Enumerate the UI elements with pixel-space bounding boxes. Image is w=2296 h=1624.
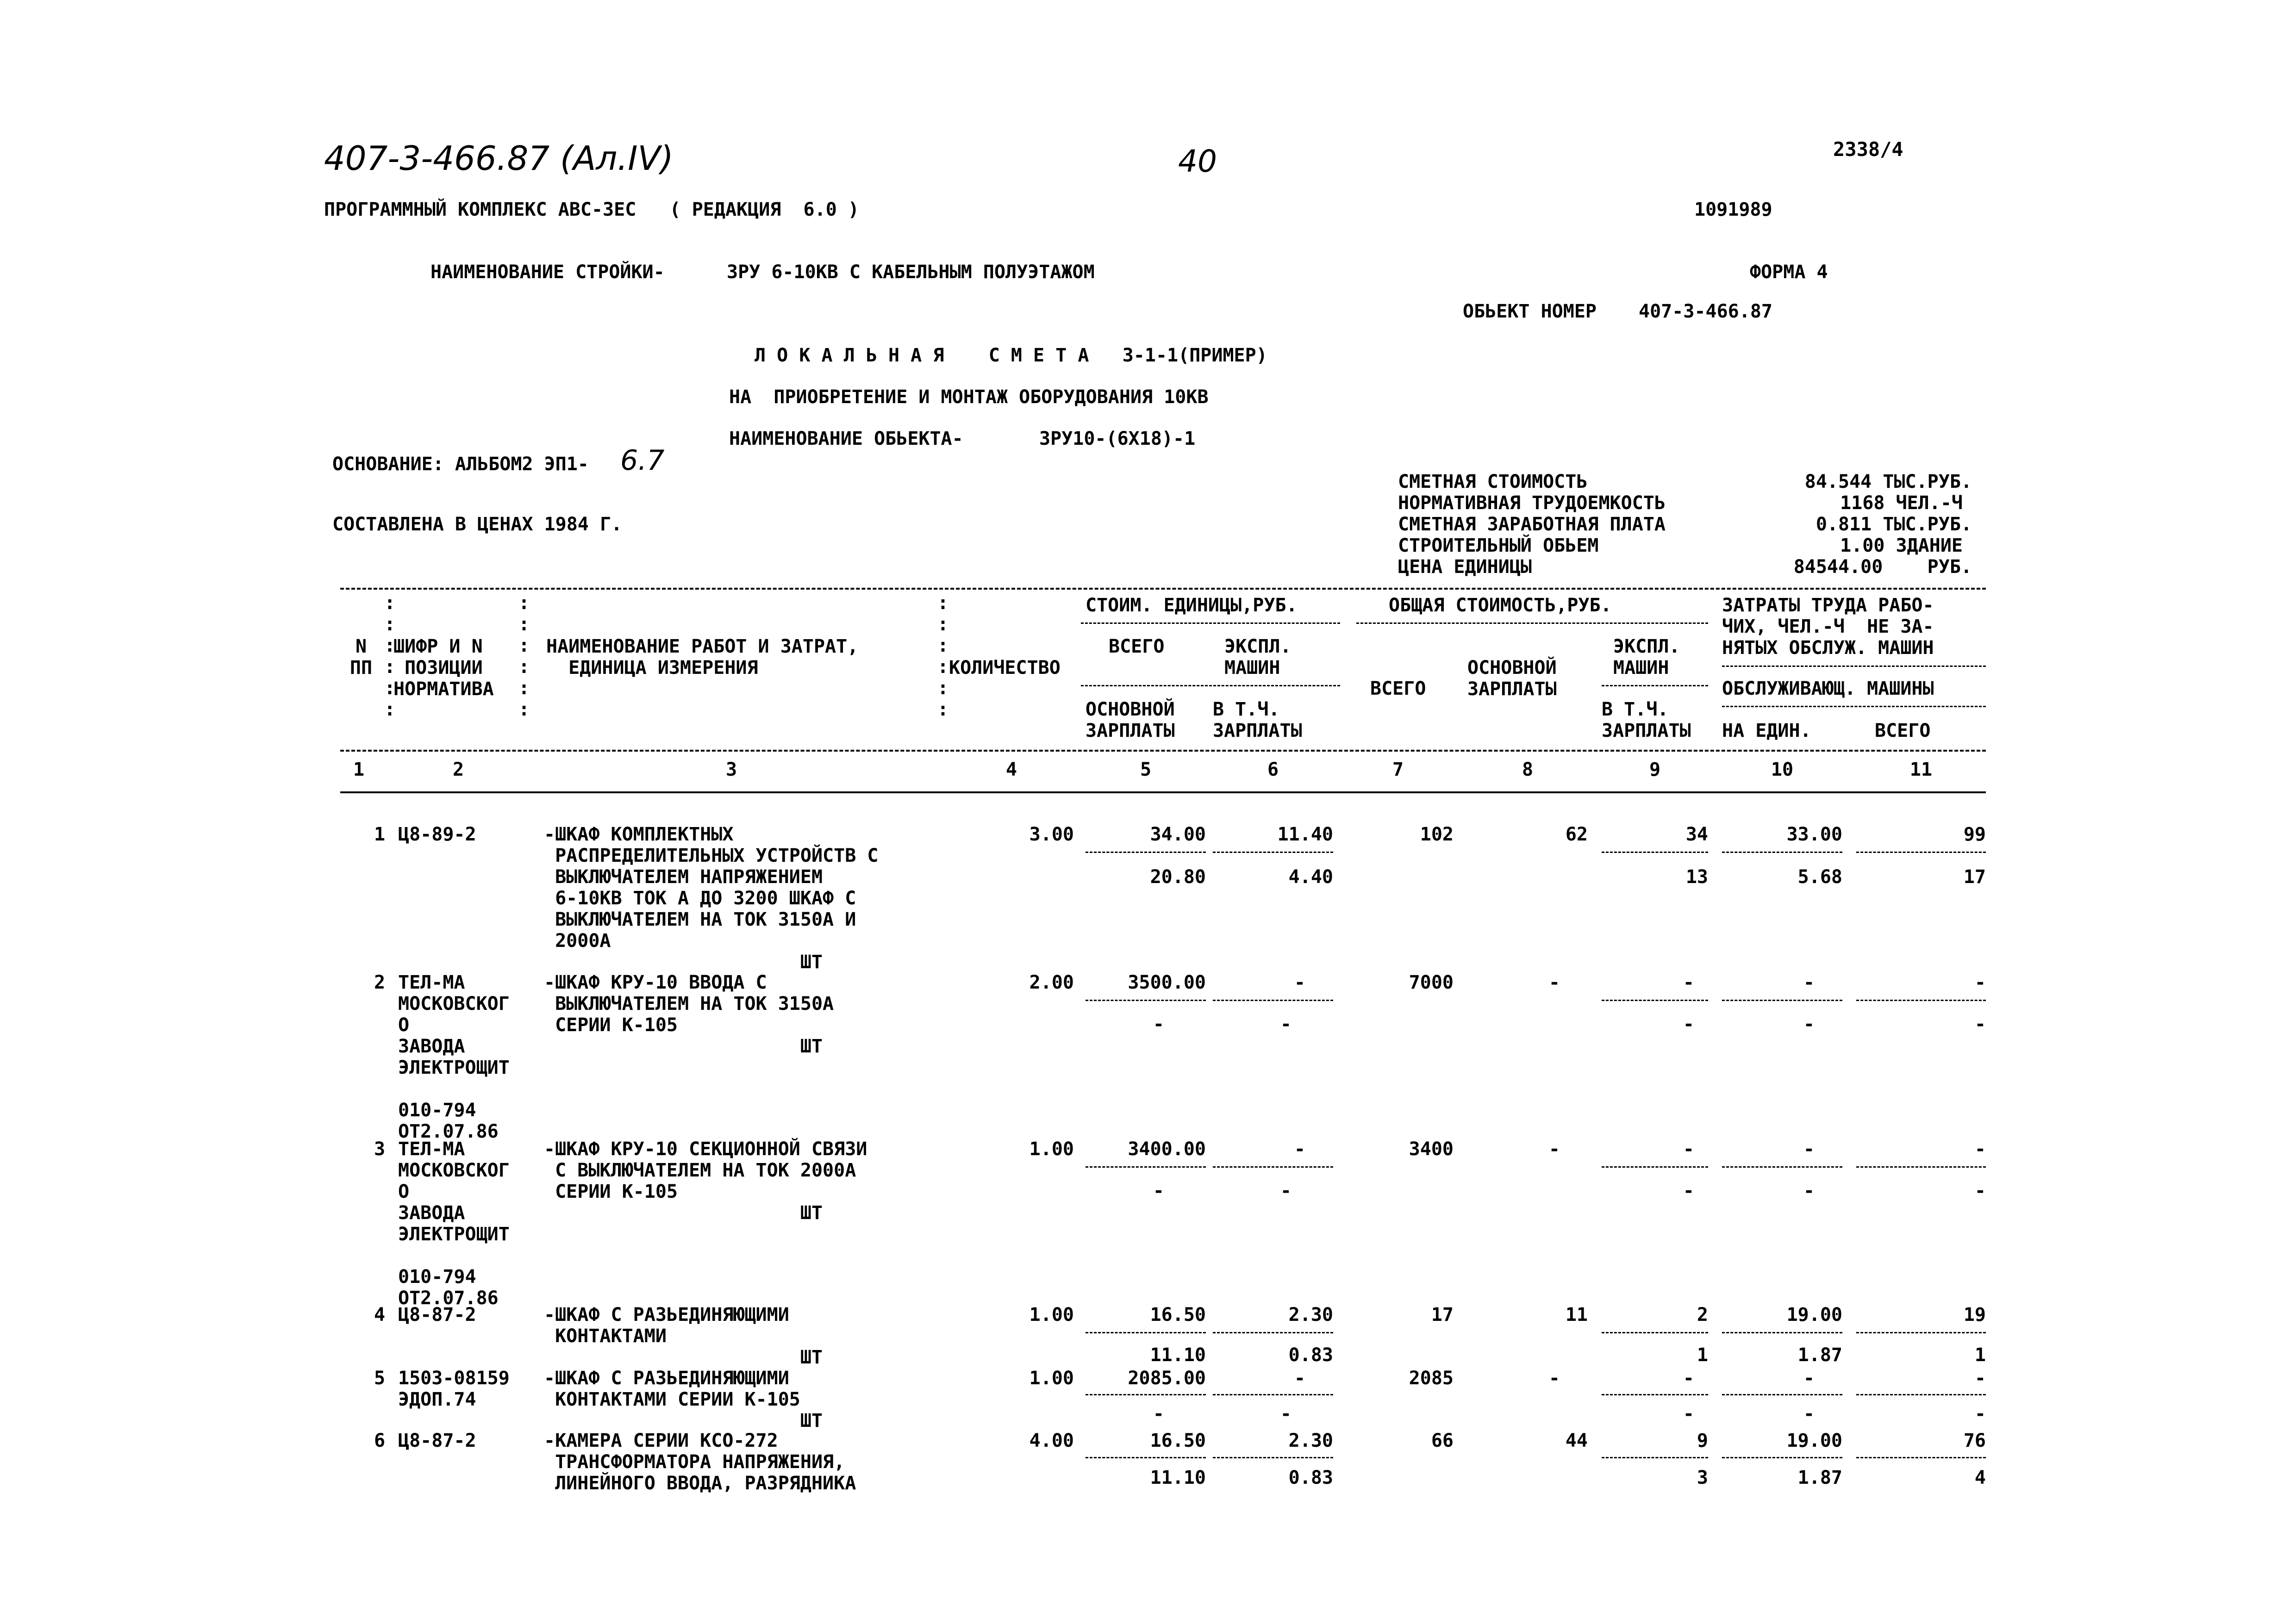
header-code: ШИФР И N ПОЗИЦИИ НОРМАТИВА (393, 636, 494, 700)
row-labor-all: 99 (1963, 824, 1986, 845)
rule (1086, 1457, 1206, 1458)
row-labor-all-2: 17 (1963, 866, 1986, 888)
header-unit-incl: В Т.Ч. ЗАРПЛАТЫ (1213, 699, 1302, 741)
row-total-wage: - (1548, 1368, 1560, 1389)
row-name: -КАМЕРА СЕРИИ КСО-272 ТРАНСФОРМАТОРА НАПРЯЖЕНИЯ, ЛИНЕЙНОГО ВВОДА, РАЗРЯДНИКА (544, 1430, 856, 1494)
sheet-number: 2338/4 (1833, 138, 1903, 161)
basis-handwritten: 6.7 (620, 444, 665, 477)
col-divider: : : : : : : (518, 592, 530, 720)
header-unit-wage: ОСНОВНОЙ ЗАРПЛАТЫ (1086, 699, 1175, 741)
rule (1722, 1457, 1842, 1458)
header-labor-unit: НА ЕДИН. (1722, 720, 1811, 741)
basis-label: ОСНОВАНИЕ: АЛЬБОМ2 ЭП1- (332, 454, 589, 475)
rule (1722, 852, 1842, 853)
row-total: 66 (1431, 1430, 1454, 1451)
summary-label: НОРМАТИВНАЯ ТРУДОЕМКОСТЬ (1398, 492, 1666, 514)
row-unit-incl: 4.40 (1288, 866, 1333, 888)
summary-label: СМЕТНАЯ СТОИМОСТЬ (1398, 471, 1588, 492)
row-total-exp: 34 (1685, 824, 1708, 845)
rule (1602, 1166, 1708, 1168)
row-labor-unit: - (1803, 1139, 1815, 1160)
header-unit-exp: ЭКСПЛ. МАШИН (1224, 636, 1292, 678)
header-total-cost: ОБЩАЯ СТОИМОСТЬ,РУБ. (1389, 595, 1612, 616)
row-labor-unit-2: - (1803, 1180, 1815, 1201)
header-labor-all: ВСЕГО (1875, 720, 1931, 741)
row-labor-all-2: 4 (1974, 1467, 1986, 1488)
row-total-exp: - (1683, 1139, 1694, 1160)
row-qty: 1.00 (1029, 1139, 1074, 1160)
page-title: Л О К А Л Ь Н А Я С М Е Т А 3-1-1(ПРИМЕР) (755, 345, 1267, 366)
row-unit-total: 34.00 (1150, 824, 1206, 845)
header-name: НАИМЕНОВАНИЕ РАБОТ И ЗАТРАТ, ЕДИНИЦА ИЗМЕРЕНИЯ (546, 636, 859, 678)
col-number: 8 (1522, 759, 1534, 780)
page-number: 40 (1178, 143, 1217, 179)
row-number: 1 (374, 824, 386, 845)
row-total-exp: - (1683, 972, 1694, 993)
row-name: -ШКАФ КРУ-10 СЕКЦИОННОЙ СВЯЗИ С ВЫКЛЮЧАТЕЛЕМ НА ТОК 2000А СЕРИИ К-105 ШТ (544, 1139, 867, 1224)
program-line: ПРОГРАММНЫЙ КОМПЛЕКС АВС-3ЕС ( РЕДАКЦИЯ 6.0 ) (324, 199, 859, 220)
row-total-wage: 62 (1565, 824, 1588, 845)
row-labor-all: - (1974, 1368, 1986, 1389)
row-total-wage: 44 (1565, 1430, 1588, 1451)
row-unit-wage: - (1153, 1403, 1164, 1425)
row-labor-unit-2: 1.87 (1797, 1467, 1842, 1488)
header-labor: ЗАТРАТЫ ТРУДА РАБО- ЧИХ, ЧЕЛ.-Ч НЕ ЗА- НЯТЫХ ОБСЛУЖ. МАШИН (1722, 595, 1934, 659)
rule (1722, 1166, 1842, 1168)
row-labor-unit: 19.00 (1786, 1430, 1842, 1451)
rule (1081, 622, 1340, 624)
row-labor-all-2: - (1974, 1403, 1986, 1425)
rule (1602, 1000, 1708, 1001)
row-code: ТЕЛ-МА МОСКОВСКОГ О ЗАВОДА ЭЛЕКТРОЩИТ 010-794 ОТ2.07.86 (398, 1139, 510, 1309)
header-total-wage: ОСНОВНОЙ ЗАРПЛАТЫ (1467, 657, 1557, 700)
header-labor-serv: ОБСЛУЖИВАЮЩ. МАШИНЫ (1722, 678, 1934, 699)
col-number: 1 (353, 759, 365, 780)
row-unit-incl: - (1280, 1014, 1292, 1035)
rule (1722, 706, 1986, 707)
rule (1856, 1166, 1986, 1168)
header-unit-cost: СТОИМ. ЕДИНИЦЫ,РУБ. (1086, 595, 1298, 616)
prices-note: СОСТАВЛЕНА В ЦЕНАХ 1984 Г. (332, 514, 623, 535)
row-total: 7000 (1409, 972, 1454, 993)
date-code: 1091989 (1694, 199, 1772, 220)
row-total: 2085 (1409, 1368, 1454, 1389)
row-unit-exp: - (1294, 972, 1305, 993)
row-labor-unit: - (1803, 1368, 1815, 1389)
rule (1602, 1394, 1708, 1395)
rule (1856, 1000, 1986, 1001)
col-number: 2 (452, 759, 464, 780)
header-total-exp: ЭКСПЛ. МАШИН (1613, 636, 1680, 678)
row-total-incl: 3 (1697, 1467, 1708, 1488)
row-unit-exp: - (1294, 1139, 1305, 1160)
header-unit-total: ВСЕГО (1109, 636, 1165, 657)
row-code: ТЕЛ-МА МОСКОВСКОГ О ЗАВОДА ЭЛЕКТРОЩИТ 010-794 ОТ2.07.86 (398, 972, 510, 1142)
row-number: 2 (374, 972, 386, 993)
rule (1722, 666, 1986, 667)
row-code: Ц8-87-2 (398, 1304, 476, 1325)
row-number: 5 (374, 1368, 386, 1389)
rule (1081, 685, 1340, 686)
row-total-exp: 9 (1697, 1430, 1708, 1451)
rule (1213, 852, 1333, 853)
summary-value: 1.00 ЗДАНИЕ (1840, 535, 1963, 556)
col-number: 10 (1771, 759, 1794, 780)
row-unit-total: 16.50 (1150, 1430, 1206, 1451)
row-labor-all-2: - (1974, 1180, 1986, 1201)
row-name: -ШКАФ КОМПЛЕКТНЫХ РАСПРЕДЕЛИТЕЛЬНЫХ УСТРОЙСТВ С ВЫКЛЮЧАТЕЛЕМ НАПРЯЖЕНИЕМ 6-10КВ ТОК А ДО 3200 ШКАФ С ВЫКЛЮЧАТЕЛЕМ НА ТОК 3150А И 2000А ШТ (544, 824, 879, 973)
col-number: 9 (1649, 759, 1661, 780)
row-total-incl: - (1683, 1403, 1694, 1425)
row-unit-incl: - (1280, 1403, 1292, 1425)
row-total-incl: 1 (1697, 1344, 1708, 1366)
row-labor-all: - (1974, 972, 1986, 993)
row-labor-unit: 33.00 (1786, 824, 1842, 845)
row-unit-exp: 11.40 (1277, 824, 1333, 845)
row-labor-unit-2: - (1803, 1014, 1815, 1035)
col-number: 3 (725, 759, 737, 780)
col-number: 4 (1005, 759, 1017, 780)
rule (1602, 1457, 1708, 1458)
col-number: 11 (1909, 759, 1933, 780)
row-labor-unit-2: 1.87 (1797, 1344, 1842, 1366)
summary-value: 84544.00 РУБ. (1793, 556, 1972, 578)
object-number-label: ОБЬЕКТ НОМЕР (1463, 301, 1597, 322)
rule (1722, 1000, 1842, 1001)
row-name: -ШКАФ С РАЗЬЕДИНЯЮЩИМИ КОНТАКТАМИ СЕРИИ К-105 ШТ (544, 1368, 823, 1431)
rule (1856, 1332, 1986, 1333)
row-total: 102 (1420, 824, 1454, 845)
row-code: Ц8-87-2 (398, 1430, 476, 1451)
object-name-value: ЗРУ10-(6Х18)-1 (1039, 428, 1196, 449)
row-labor-unit-2: - (1803, 1403, 1815, 1425)
row-unit-wage: - (1153, 1180, 1164, 1201)
rule (340, 750, 1986, 752)
row-total-wage: - (1548, 1139, 1560, 1160)
rule (1086, 1332, 1206, 1333)
rule (1213, 1000, 1333, 1001)
row-unit-wage: 20.80 (1150, 866, 1206, 888)
row-number: 6 (374, 1430, 386, 1451)
row-qty: 1.00 (1029, 1304, 1074, 1325)
rule (1722, 1332, 1842, 1333)
summary-label: СМЕТНАЯ ЗАРАБОТНАЯ ПЛАТА (1398, 514, 1666, 535)
row-total-incl: - (1683, 1180, 1694, 1201)
col-number: 5 (1140, 759, 1152, 780)
row-total-incl: 13 (1685, 866, 1708, 888)
row-unit-incl: - (1280, 1180, 1292, 1201)
summary-label: СТРОИТЕЛЬНЫЙ ОБЬЕМ (1398, 535, 1599, 556)
row-unit-incl: 0.83 (1288, 1467, 1333, 1488)
rule (1856, 1394, 1986, 1395)
row-labor-all-2: - (1974, 1014, 1986, 1035)
rule (340, 791, 1986, 793)
row-name: -ШКАФ С РАЗЬЕДИНЯЮЩИМИ КОНТАКТАМИ ШТ (544, 1304, 823, 1368)
row-labor-all: 76 (1963, 1430, 1986, 1451)
row-code: Ц8-89-2 (398, 824, 476, 845)
summary-value: 1168 ЧЕЛ.-Ч (1840, 492, 1963, 514)
header-qty: КОЛИЧЕСТВО (949, 657, 1061, 678)
row-unit-incl: 0.83 (1288, 1344, 1333, 1366)
row-unit-wage: - (1153, 1014, 1164, 1035)
row-qty: 4.00 (1029, 1430, 1074, 1451)
summary-value: 0.811 ТЫС.РУБ. (1816, 514, 1972, 535)
col-number: 6 (1267, 759, 1279, 780)
row-unit-exp: 2.30 (1288, 1304, 1333, 1325)
form-label: ФОРМА 4 (1750, 261, 1828, 283)
row-total-wage: 11 (1565, 1304, 1588, 1325)
row-labor-unit: 19.00 (1786, 1304, 1842, 1325)
row-total-exp: 2 (1697, 1304, 1708, 1325)
rule (1086, 1394, 1206, 1395)
col-number: 7 (1392, 759, 1404, 780)
header-n: N ПП (349, 636, 373, 678)
rule (1213, 1332, 1333, 1333)
col-divider: : : : : : : (384, 592, 396, 720)
row-qty: 3.00 (1029, 824, 1074, 845)
row-unit-wage: 11.10 (1150, 1467, 1206, 1488)
row-labor-unit: - (1803, 972, 1815, 993)
col-divider: : : : : : : (937, 592, 949, 720)
row-unit-wage: 11.10 (1150, 1344, 1206, 1366)
row-unit-total: 3500.00 (1128, 972, 1206, 993)
rule (1086, 1000, 1206, 1001)
rule (1602, 685, 1708, 686)
row-code: 1503-08159 ЭДОП.74 (398, 1368, 510, 1410)
row-labor-all-2: 1 (1974, 1344, 1986, 1366)
row-unit-exp: 2.30 (1288, 1430, 1333, 1451)
row-unit-exp: - (1294, 1368, 1305, 1389)
construction-label: НАИМЕНОВАНИЕ СТРОЙКИ- (430, 261, 665, 283)
row-labor-unit-2: 5.68 (1797, 866, 1842, 888)
rule (1722, 1394, 1842, 1395)
rule (1086, 852, 1206, 853)
row-number: 4 (374, 1304, 386, 1325)
rule (1602, 852, 1708, 853)
rule (1856, 1457, 1986, 1458)
row-unit-total: 2085.00 (1128, 1368, 1206, 1389)
summary-value: 84.544 ТЫС.РУБ. (1804, 471, 1972, 492)
row-number: 3 (374, 1139, 386, 1160)
row-labor-all: 19 (1963, 1304, 1986, 1325)
row-name: -ШКАФ КРУ-10 ВВОДА С ВЫКЛЮЧАТЕЛЕМ НА ТОК 3150А СЕРИИ К-105 ШТ (544, 972, 834, 1057)
rule (1856, 852, 1986, 853)
row-total: 17 (1431, 1304, 1454, 1325)
object-number-value: 407-3-466.87 (1639, 301, 1772, 322)
row-qty: 1.00 (1029, 1368, 1074, 1389)
row-unit-total: 16.50 (1150, 1304, 1206, 1325)
document-code: 407-3-466.87 (Ал.IV) (324, 139, 674, 178)
row-unit-total: 3400.00 (1128, 1139, 1206, 1160)
rule (1602, 1332, 1708, 1333)
row-total: 3400 (1409, 1139, 1454, 1160)
row-labor-all: - (1974, 1139, 1986, 1160)
row-total-wage: - (1548, 972, 1560, 993)
rule (1086, 1166, 1206, 1168)
rule (340, 588, 1986, 590)
rule (1213, 1457, 1333, 1458)
rule (1213, 1166, 1333, 1168)
object-name-label: НАИМЕНОВАНИЕ ОБЬЕКТА- (729, 428, 963, 449)
header-total-incl: В Т.Ч. ЗАРПЛАТЫ (1602, 699, 1691, 741)
summary-label: ЦЕНА ЕДИНИЦЫ (1398, 556, 1532, 578)
rule (1213, 1394, 1333, 1395)
page-subtitle: НА ПРИОБРЕТЕНИЕ И МОНТАЖ ОБОРУДОВАНИЯ 10КВ (729, 386, 1209, 408)
rule (1356, 622, 1708, 624)
row-qty: 2.00 (1029, 972, 1074, 993)
construction-value: ЗРУ 6-10КВ С КАБЕЛЬНЫМ ПОЛУЭТАЖОМ (727, 261, 1095, 283)
row-total-exp: - (1683, 1368, 1694, 1389)
header-total-all: ВСЕГО (1370, 678, 1426, 699)
row-total-incl: - (1683, 1014, 1694, 1035)
